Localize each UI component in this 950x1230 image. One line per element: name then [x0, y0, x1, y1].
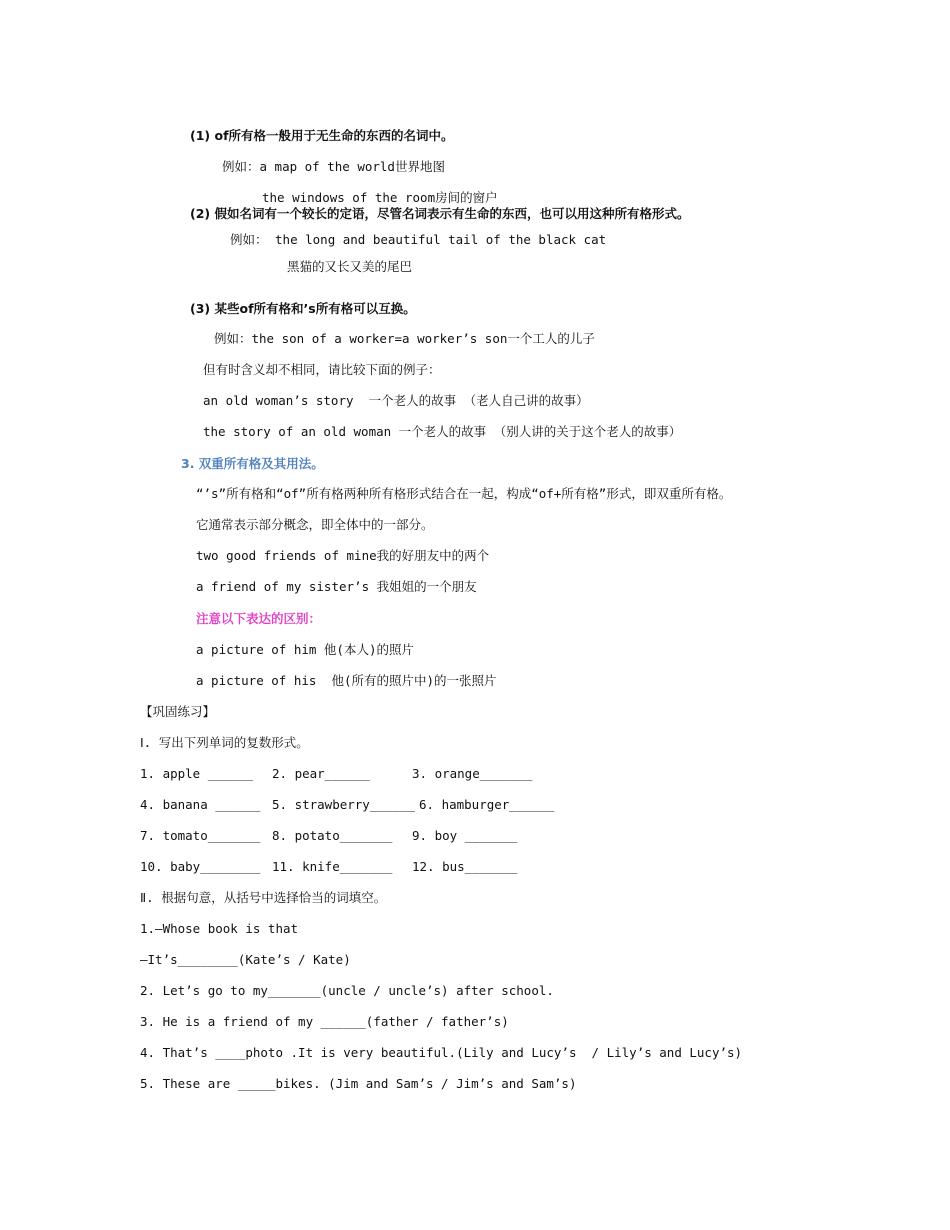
exercise-item: 7. tomato_______: [140, 828, 261, 843]
fill-blank-line: 2. Let’s go to my_______(uncle / uncle’s) after school.: [140, 983, 554, 998]
attention-heading: 注意以下表达的区别：: [196, 611, 322, 626]
section3-heading: 3. 双重所有格及其用法。: [181, 456, 324, 471]
exercise-item: 9. boy _______: [412, 828, 518, 843]
exercise-item: 2. pear______: [272, 766, 370, 781]
rule1-example-2: the windows of the room房间的窗户: [262, 190, 498, 205]
section3-example-2: a friend of my sister’s 我姐姐的一个朋友: [196, 579, 477, 594]
practice-title: 【巩固练习】: [140, 704, 216, 719]
exercise-item: 3. orange_______: [412, 766, 533, 781]
section3-paragraph-1: “’s”所有格和“of”所有格两种所有格形式结合在一起，构成“of+所有格”形式，即双重所有格。: [196, 486, 732, 501]
part1-heading: Ⅰ. 写出下列单词的复数形式。: [140, 735, 309, 750]
rule3-heading: (3) 某些of所有格和’s所有格可以互换。: [190, 301, 416, 316]
rule2-heading: (2) 假如名词有一个较长的定语，尽管名词表示有生命的东西，也可以用这种所有格形式。: [190, 206, 690, 221]
rule1-example-1: 例如：a map of the world世界地图: [222, 159, 445, 174]
exercise-item: 10. baby________: [140, 859, 261, 874]
exercise-item: 1. apple ______: [140, 766, 253, 781]
rule3-example-2: an old woman’s story 一个老人的故事 （老人自己讲的故事）: [203, 393, 589, 408]
exercise-item: 8. potato_______: [272, 828, 393, 843]
exercise-item: 4. banana ______: [140, 797, 261, 812]
fill-blank-line: —It’s________(Kate’s / Kate): [140, 952, 351, 967]
section3-example-4: a picture of his 他(所有的照片中)的一张照片: [196, 673, 497, 688]
exercise-item: 5. strawberry______: [272, 797, 415, 812]
fill-blank-line: 4. That’s ____photo .It is very beautiful.(Lily and Lucy’s / Lily’s and Lucy’s): [140, 1045, 743, 1060]
rule3-note: 但有时含义却不相同，请比较下面的例子：: [203, 362, 441, 377]
rule3-example-1: 例如：the son of a worker=a worker’s son一个工人的儿子: [214, 331, 595, 346]
rule1-heading: (1) of所有格一般用于无生命的东西的名词中。: [190, 128, 454, 143]
part2-heading: Ⅱ. 根据句意，从括号中选择恰当的词填空。: [140, 890, 387, 905]
section3-example-1: two good friends of mine我的好朋友中的两个: [196, 548, 490, 563]
rule3-example-3: the story of an old woman 一个老人的故事 （别人讲的关于这个老人的故事）: [203, 424, 682, 439]
rule2-example-1: 例如： the long and beautiful tail of the black cat: [230, 232, 607, 247]
section3-paragraph-2: 它通常表示部分概念，即全体中的一部分。: [196, 517, 434, 532]
rule2-example-2: 黑猫的又长又美的尾巴: [287, 259, 413, 274]
exercise-item: 11. knife_______: [272, 859, 393, 874]
section3-example-3: a picture of him 他(本人)的照片: [196, 642, 414, 657]
fill-blank-line: 3. He is a friend of my ______(father / father’s): [140, 1014, 509, 1029]
exercise-item: 12. bus_______: [412, 859, 518, 874]
fill-blank-line: 1.—Whose book is that: [140, 921, 299, 936]
exercise-item: 6. hamburger______: [419, 797, 555, 812]
fill-blank-line: 5. These are _____bikes. (Jim and Sam’s / Jim’s and Sam’s): [140, 1076, 577, 1091]
